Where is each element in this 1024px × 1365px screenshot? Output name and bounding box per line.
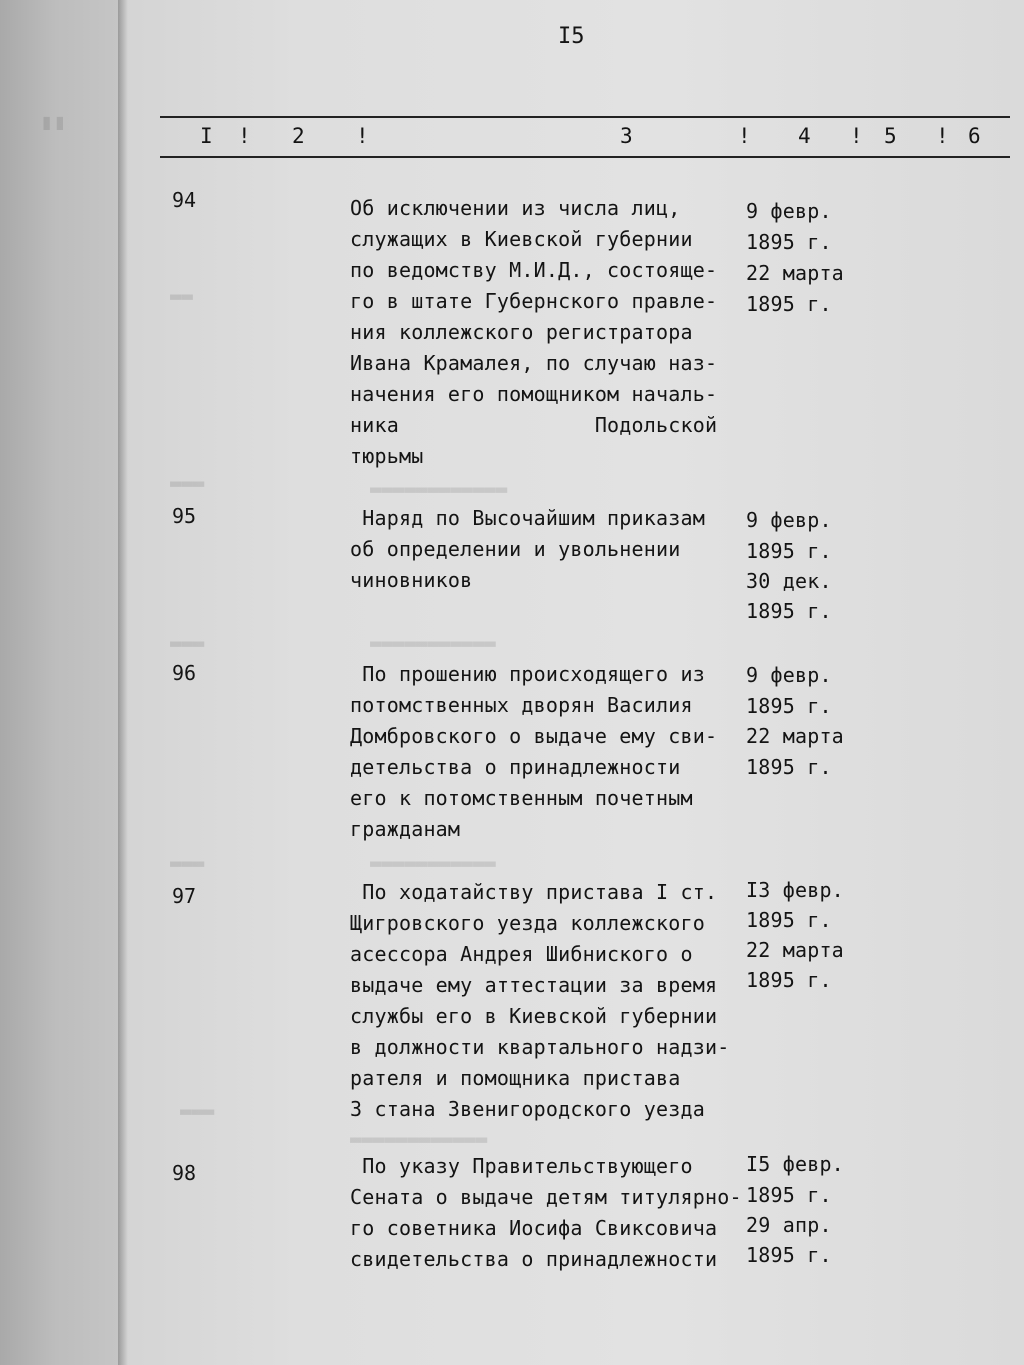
entry-date-line: 22 марта — [746, 724, 844, 748]
column-separator: ! — [356, 124, 369, 148]
entry-date-line: 1895 г. — [746, 230, 832, 254]
bleed-through-mark: ▬▬▬ — [180, 1100, 215, 1122]
entry-description-line: ния коллежского регистратора — [350, 320, 693, 344]
entry-description-line: выдаче ему аттестации за время — [350, 973, 718, 997]
entry-description-line: служащих в Киевской губернии — [350, 227, 693, 251]
entry-description-line: Ивана Крамалея, по случаю наз- — [350, 351, 718, 375]
table-header-top-rule — [160, 116, 1010, 118]
entry-description-line: го советника Иосифа Свиксовича — [350, 1216, 718, 1240]
entry-number: 96 — [172, 661, 197, 685]
page-number: I5 — [558, 24, 585, 49]
entry-description-line: Щигровского уезда коллежского — [350, 911, 705, 935]
column-header-1: I — [200, 124, 213, 148]
entry-date-line: 1895 г. — [746, 539, 832, 563]
bleed-through-mark: ▬▬▬▬▬▬▬▬▬▬▬▬ — [350, 1128, 488, 1150]
entry-description-line: Сената о выдаче детям титулярно- — [350, 1185, 742, 1209]
bleed-through-mark: ▬▬ — [170, 285, 193, 307]
entry-number: 97 — [172, 884, 197, 908]
column-header-2: 2 — [292, 124, 305, 148]
entry-description-line: в должности квартального надзи- — [350, 1035, 730, 1059]
bleed-through-mark: ▬▬▬▬▬▬▬▬▬▬▬▬ — [370, 478, 508, 500]
column-separator: ! — [238, 124, 251, 148]
entry-date-line: 9 февр. — [746, 199, 832, 223]
entry-description-line: службы его в Киевской губернии — [350, 1004, 718, 1028]
entry-description-line: го в штате Губернского правле- — [350, 289, 718, 313]
entry-description-line: По ходатайству пристава I ст. — [350, 880, 718, 904]
entry-date-line: 29 апр. — [746, 1213, 832, 1237]
column-separator: ! — [850, 124, 863, 148]
entry-description-line: детельства о принадлежности — [350, 755, 681, 779]
entry-date-line: 1895 г. — [746, 694, 832, 718]
entry-description-line: свидетельства о принадлежности — [350, 1247, 718, 1271]
bleed-through-mark: ▬▬▬▬▬▬▬▬▬▬▬ — [370, 852, 496, 874]
entry-number: 98 — [172, 1161, 197, 1185]
entry-description-line: асессора Андрея Шибниского о — [350, 942, 693, 966]
entry-date-line: 1895 г. — [746, 1183, 832, 1207]
column-separator: ! — [936, 124, 949, 148]
entry-date-line: 9 февр. — [746, 508, 832, 532]
page-fold-shadow — [118, 0, 128, 1365]
entry-description-line: гражданам — [350, 817, 461, 841]
entry-description-line: по ведомству М.И.Д., состояще- — [350, 258, 718, 282]
entry-number: 95 — [172, 504, 197, 528]
entry-description-line: Об исключении из числа лиц, — [350, 196, 681, 220]
bleed-through-mark: ▬▬▬ — [170, 472, 205, 494]
bleed-through-mark: ▬▬▬ — [170, 852, 205, 874]
entry-description-line: его к потомственным почетным — [350, 786, 693, 810]
entry-description-line: Домбровского о выдаче ему сви- — [350, 724, 718, 748]
entry-date-line: 9 февр. — [746, 663, 832, 687]
entry-date-line: I3 февр. — [746, 878, 844, 902]
entry-date-line: 1895 г. — [746, 1243, 832, 1267]
entry-date-line: 1895 г. — [746, 599, 832, 623]
column-header-6: 6 — [968, 124, 981, 148]
bleed-through-mark: ▮▮ — [40, 110, 67, 135]
entry-description-line: чиновников — [350, 568, 473, 592]
entry-description-line: рателя и помощника пристава — [350, 1066, 681, 1090]
entry-description-line: потомственных дворян Василия — [350, 693, 693, 717]
entry-date-line: 1895 г. — [746, 755, 832, 779]
entry-description-line: начения его помощником началь- — [350, 382, 718, 406]
table-header-bottom-rule — [160, 156, 1010, 158]
entry-description-line: тюрьмы — [350, 444, 424, 468]
entry-date-line: 1895 г. — [746, 908, 832, 932]
entry-date-line: 30 дек. — [746, 569, 832, 593]
entry-description-line: ника Подольской — [350, 413, 718, 437]
entry-description-line: По указу Правительствующего — [350, 1154, 693, 1178]
entry-date-line: 22 марта — [746, 261, 844, 285]
entry-number: 94 — [172, 188, 197, 212]
bleed-through-mark: ▬▬▬▬▬▬▬▬▬▬▬ — [370, 632, 496, 654]
column-header-4: 4 — [798, 124, 811, 148]
entry-date-line: 1895 г. — [746, 292, 832, 316]
bleed-through-mark: ▬▬▬ — [170, 632, 205, 654]
column-header-3: 3 — [620, 124, 633, 148]
entry-date-line: I5 февр. — [746, 1152, 844, 1176]
column-separator: ! — [738, 124, 751, 148]
entry-description-line: По прошению происходящего из — [350, 662, 705, 686]
column-header-5: 5 — [884, 124, 897, 148]
entry-description-line: Наряд по Высочайшим приказам — [350, 506, 705, 530]
entry-date-line: 1895 г. — [746, 968, 832, 992]
entry-description-line: 3 стана Звенигородского уезда — [350, 1097, 705, 1121]
entry-date-line: 22 марта — [746, 938, 844, 962]
entry-description-line: об определении и увольнении — [350, 537, 681, 561]
